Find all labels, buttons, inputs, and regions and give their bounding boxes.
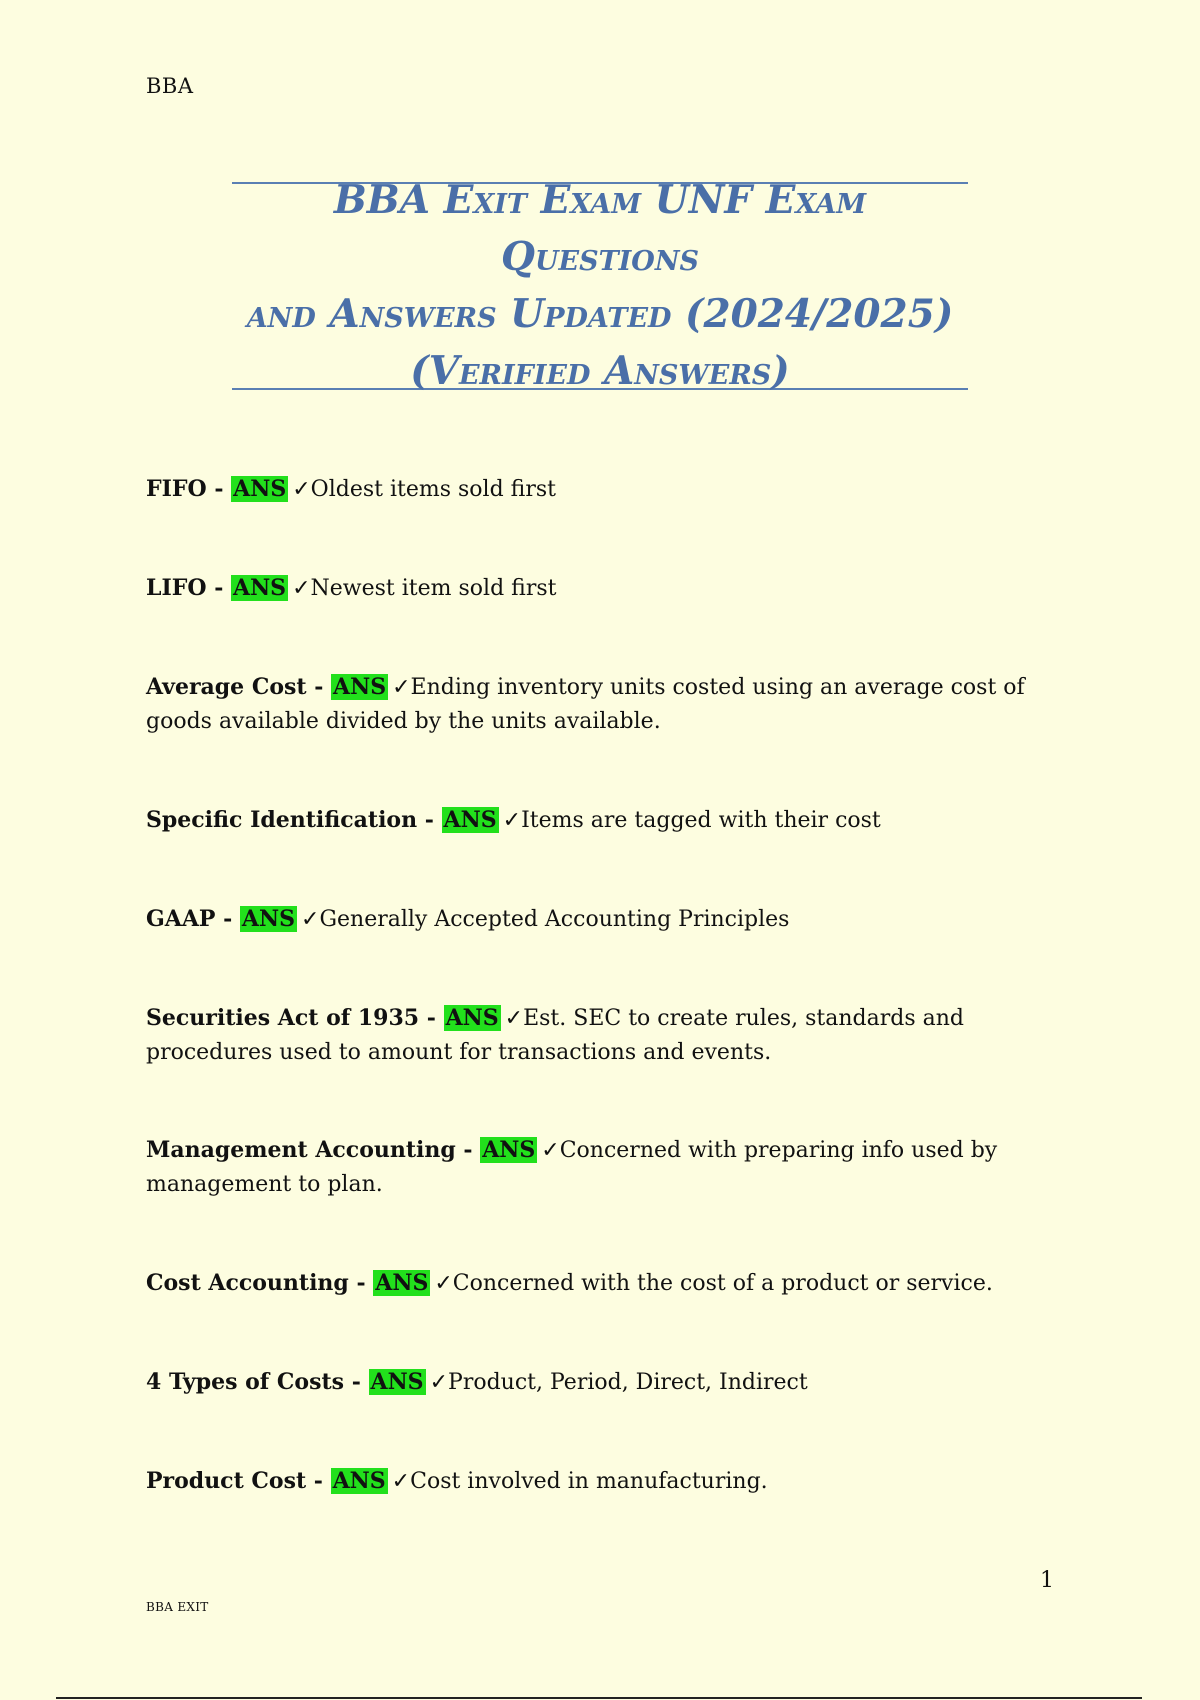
qa-term: Cost Accounting - xyxy=(146,1270,374,1296)
ans-badge: ANS xyxy=(443,807,497,833)
qa-item xyxy=(146,670,1026,739)
ans-badge: ANS xyxy=(370,1369,424,1395)
qa-item xyxy=(146,571,1026,606)
qa-term: Product Cost - xyxy=(146,1468,331,1494)
checkmark-icon: ✓ xyxy=(429,1370,449,1395)
checkmark-icon: ✓ xyxy=(391,1469,411,1494)
qa-item xyxy=(146,1365,1026,1400)
qa-term: 4 Types of Costs - xyxy=(146,1369,369,1395)
title-line-2: and Answers Updated (2024/2025) xyxy=(246,291,954,337)
title-line-3: (Verified Answers) xyxy=(410,348,790,394)
page-header: BBA xyxy=(146,74,194,98)
ans-badge: ANS xyxy=(241,906,295,932)
ans-badge: ANS xyxy=(482,1137,536,1163)
checkmark-icon: ✓ xyxy=(292,576,311,601)
title-block xyxy=(232,177,968,394)
checkmark-icon: ✓ xyxy=(502,808,522,833)
qa-item xyxy=(146,902,1026,937)
qa-item xyxy=(146,1001,1026,1070)
qa-term: Specific Identification - xyxy=(146,807,442,833)
qa-answer: Oldest items sold first xyxy=(310,477,556,502)
qa-item xyxy=(146,1266,1026,1301)
checkmark-icon: ✓ xyxy=(301,907,320,932)
bottom-rule xyxy=(56,1697,1142,1699)
checkmark-icon: ✓ xyxy=(392,675,411,700)
qa-answer: Generally Accepted Accounting Principles xyxy=(319,907,790,932)
qa-answer: Cost involved in manufacturing. xyxy=(410,1469,768,1494)
qa-term: LIFO - xyxy=(146,575,231,601)
qa-answer: Newest item sold first xyxy=(310,576,557,601)
qa-item xyxy=(146,472,1026,507)
qa-term: FIFO - xyxy=(146,476,232,502)
qa-answer: Concerned with preparing info used by management to plan. xyxy=(146,1138,998,1197)
ans-badge: ANS xyxy=(445,1005,499,1031)
qa-term: Management Accounting - xyxy=(146,1137,481,1163)
checkmark-icon: ✓ xyxy=(541,1138,560,1163)
checkmark-icon: ✓ xyxy=(434,1271,453,1296)
qa-term: Securities Act of 1935 - xyxy=(146,1005,444,1031)
qa-term: GAAP - xyxy=(146,906,240,932)
ans-badge: ANS xyxy=(332,1468,386,1494)
checkmark-icon: ✓ xyxy=(504,1006,524,1031)
qa-answer: Est. SEC to create rules, standards and procedures used to amount for transactions and events. xyxy=(146,1006,965,1065)
checkmark-icon: ✓ xyxy=(292,477,311,502)
qa-term: Average Cost - xyxy=(146,674,332,700)
qa-answer: Product, Period, Direct, Indirect xyxy=(448,1370,808,1395)
page-number: 1 xyxy=(1040,1568,1054,1593)
ans-badge: ANS xyxy=(233,575,287,601)
ans-badge: ANS xyxy=(233,476,287,502)
qa-answer: Concerned with the cost of a product or service. xyxy=(452,1271,993,1296)
qa-answer: Items are tagged with their cost xyxy=(521,808,881,833)
qa-item xyxy=(146,1464,1026,1499)
page-footer: BBA EXIT xyxy=(146,1600,209,1614)
ans-badge: ANS xyxy=(333,674,387,700)
ans-badge: ANS xyxy=(375,1270,429,1296)
document-title xyxy=(232,172,968,400)
qa-item xyxy=(146,803,1026,838)
qa-item xyxy=(146,1133,1026,1202)
title-line-1: BBA Exit Exam UNF Exam Questions xyxy=(333,177,867,280)
qa-answer: Ending inventory units costed using an average cost of goods available divided by the units available. xyxy=(146,675,1025,734)
